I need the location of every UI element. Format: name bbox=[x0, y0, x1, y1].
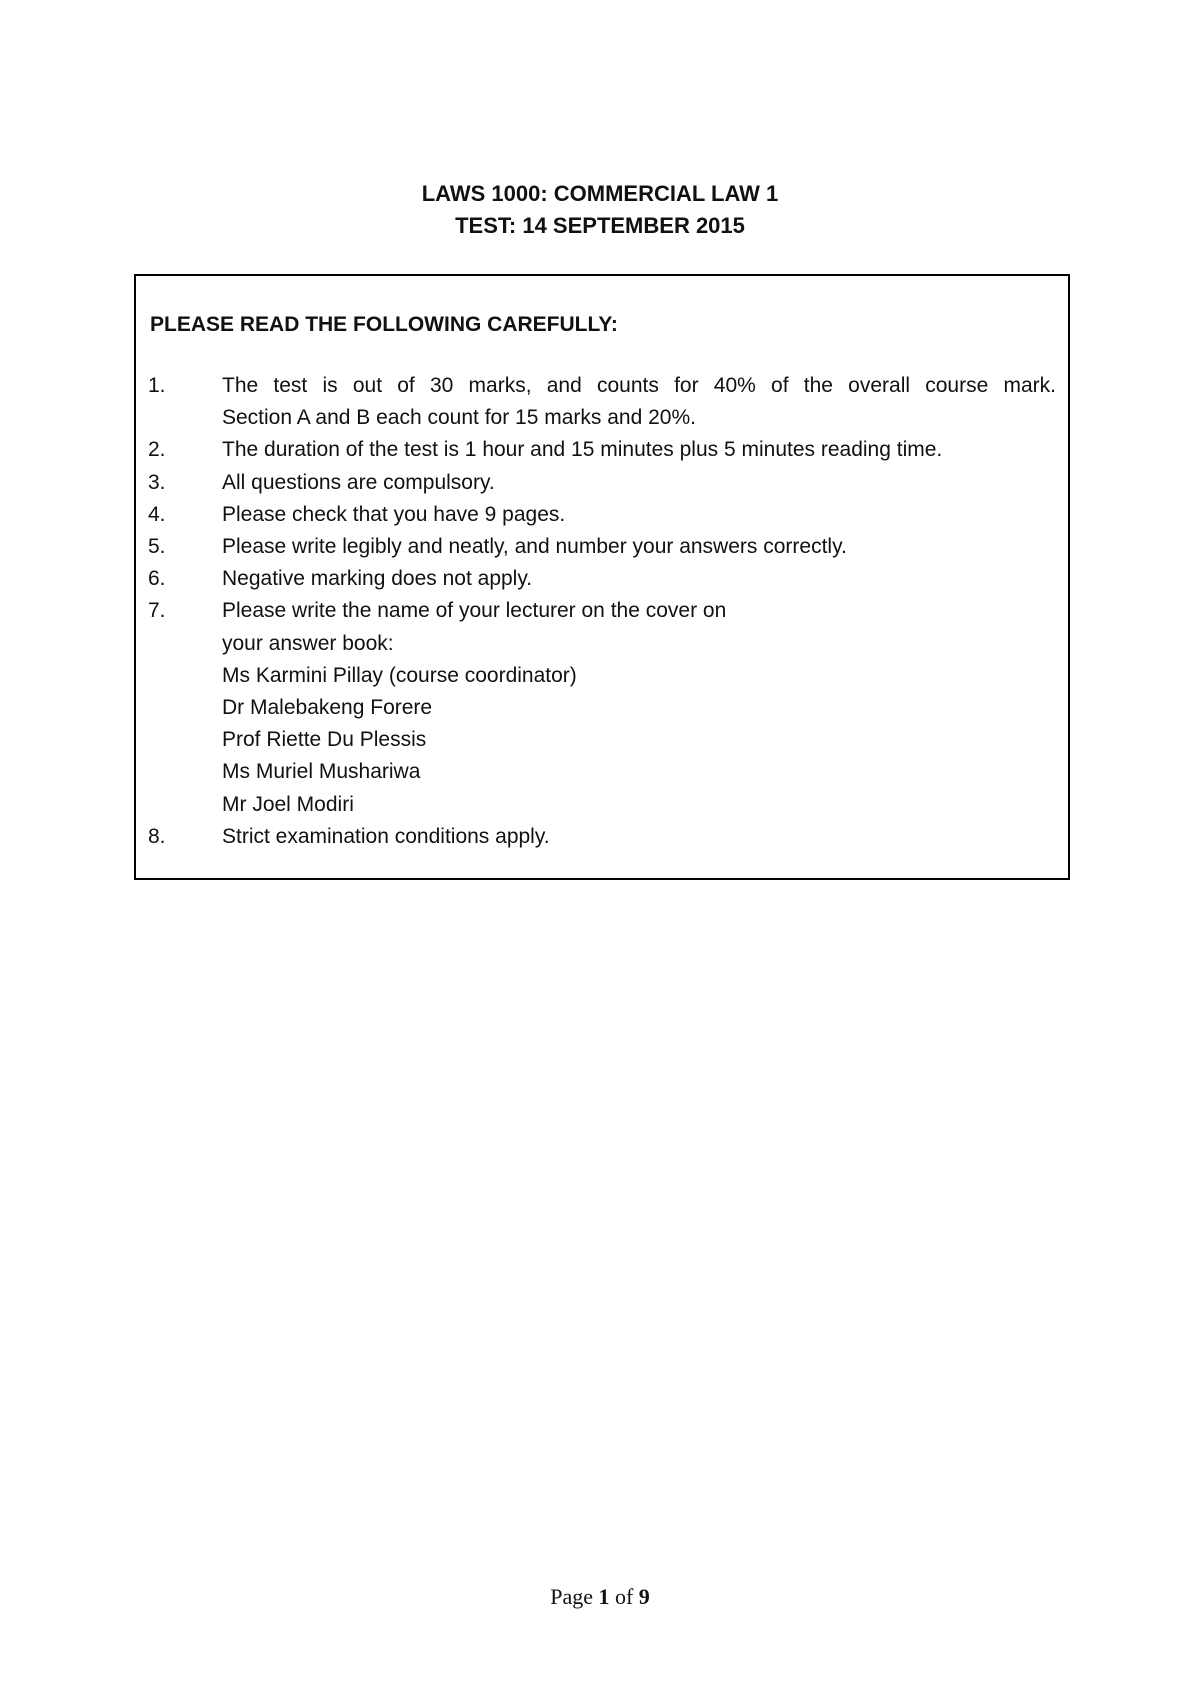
instructions-heading: PLEASE READ THE FOLLOWING CAREFULLY: bbox=[150, 313, 618, 336]
instruction-item-1 bbox=[148, 370, 1056, 434]
of-word: of bbox=[614, 1584, 634, 1609]
instruction-item-7 bbox=[148, 595, 1056, 820]
instruction-number: 5. bbox=[148, 535, 166, 559]
lecturer-name: Ms Muriel Mushariwa bbox=[222, 760, 421, 784]
instruction-text: Section A and B each count for 15 marks and 20%. bbox=[222, 406, 696, 430]
instruction-text: All questions are compulsory. bbox=[222, 470, 495, 494]
instruction-number: 2. bbox=[148, 438, 166, 462]
instruction-item-2 bbox=[148, 434, 1056, 466]
instruction-item-5 bbox=[148, 531, 1056, 563]
instruction-text: your answer book: bbox=[222, 631, 394, 655]
instruction-text: Please write the name of your lecturer on the cover on bbox=[222, 599, 727, 623]
instruction-number: 8. bbox=[148, 824, 166, 848]
course-title: LAWS 1000: COMMERCIAL LAW 1 bbox=[421, 181, 779, 206]
instruction-text: Please write legibly and neatly, and number your answers correctly. bbox=[222, 535, 847, 559]
instruction-number: 6. bbox=[148, 567, 166, 591]
lecturer-name: Mr Joel Modiri bbox=[222, 792, 354, 816]
test-date-title: TEST: 14 SEPTEMBER 2015 bbox=[455, 213, 745, 238]
instruction-text: The duration of the test is 1 hour and 15 minutes plus 5 minutes reading time. bbox=[222, 438, 943, 462]
instruction-text: Strict examination conditions apply. bbox=[222, 824, 550, 848]
instruction-item-6 bbox=[148, 563, 1056, 595]
instruction-number: 3. bbox=[148, 470, 166, 494]
instructions-box bbox=[134, 274, 1070, 880]
lecturer-name: Prof Riette Du Plessis bbox=[222, 728, 427, 752]
instruction-number: 7. bbox=[148, 599, 166, 623]
instruction-item-3 bbox=[148, 467, 1056, 499]
page-footer bbox=[0, 1582, 1200, 1612]
page-total-number: 9 bbox=[638, 1584, 650, 1609]
lecturer-name: Dr Malebakeng Forere bbox=[222, 696, 433, 720]
instruction-item-4 bbox=[148, 499, 1056, 531]
instruction-number: 4. bbox=[148, 502, 166, 526]
instruction-text: Negative marking does not apply. bbox=[222, 567, 533, 591]
instruction-text: Please check that you have 9 pages. bbox=[222, 502, 566, 526]
lecturer-name: Ms Karmini Pillay (course coordinator) bbox=[222, 663, 577, 687]
instruction-item-8 bbox=[148, 821, 1056, 853]
instructions-list bbox=[148, 370, 1056, 853]
instruction-number: 1. bbox=[148, 374, 166, 397]
page-word: Page bbox=[550, 1584, 593, 1609]
page-current-number: 1 bbox=[598, 1584, 610, 1609]
instruction-text: The test is out of 30 marks, and counts for 40% of the overall course mark. bbox=[222, 374, 1056, 397]
